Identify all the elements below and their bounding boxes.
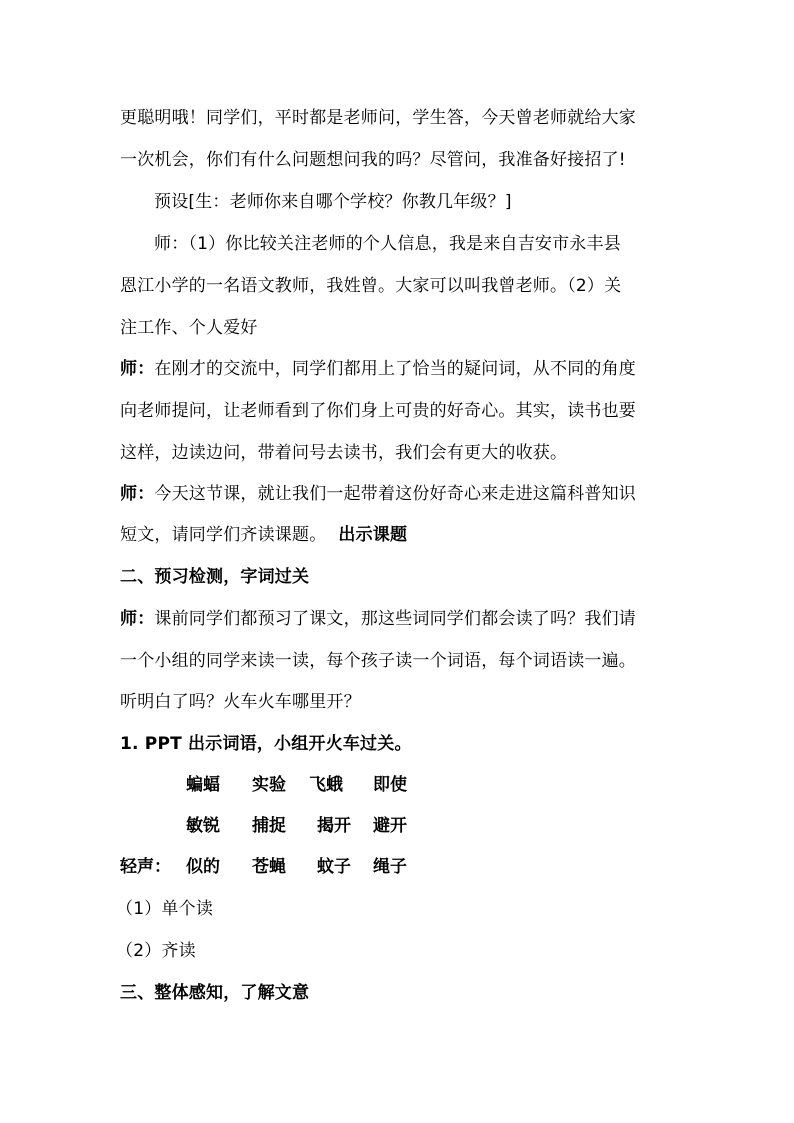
teacher-line [120,521,680,549]
show-title-label: 出示课题 [338,525,408,545]
text-run: （1）单个读 [116,899,214,919]
teacher-line [120,605,680,633]
vocab-word: 蚊子 [317,857,351,877]
teacher-line [120,272,680,300]
teacher-line [120,355,680,383]
text-run: 一次机会，你们有什么问题想问我的吗？尽管问，我准备好接招了! [120,150,626,170]
list-item-heading [120,730,680,758]
text-run: 师：（1）你比较关注老师的个人信息，我是来自吉安市永丰县 [154,234,621,254]
heading-text: 二、预习检测，字词过关 [120,567,310,587]
text-run: 更聪明哦！同学们，平时都是老师问，学生答，今天曾老师就给大家 [120,108,636,128]
vocab-word: 避开 [373,816,407,836]
teacher-line [120,688,680,716]
paragraph-line [120,146,680,174]
teacher-line [120,314,680,342]
step-line [116,895,676,923]
teacher-line [120,647,680,675]
text-run: 1. PPT 出示词语，小组开火车过关。 [120,734,412,754]
speaker-label: 师： [120,484,155,504]
section-heading [120,563,680,591]
teacher-line [120,439,680,467]
teacher-line [120,480,680,508]
text-run: 短文，请同学们齐读课题。 [120,525,327,545]
text-run: 恩江小学的一名语文教师，我姓曾。大家可以叫我曾老师。（2）关 [120,276,622,296]
speaker-label: 师： [120,359,155,379]
vocab-word: 飞蛾 [309,775,343,795]
text-run: 这样，边读边问，带着问号去读书，我们会有更大的收获。 [120,443,568,463]
teacher-line [120,397,680,425]
vocab-word: 似的 [186,857,220,877]
vocab-word: 绳子 [373,857,407,877]
vocab-word: 捕捉 [252,816,286,836]
text-run: 预设[生：老师你来自哪个学校？你教几年级？] [154,192,512,212]
vocab-word: 即使 [373,775,407,795]
text-run: 今天这节课，就让我们一起带着这份好奇心来走进这篇科普知识 [154,484,637,504]
section-heading [120,979,680,1007]
vocab-word: 蝙蝠 [186,775,220,795]
step-line [116,937,676,965]
text-run: （2）齐读 [116,941,196,961]
speaker-label: 师： [120,609,155,629]
text-run: 注工作、个人爱好 [120,318,258,338]
vocab-word: 苍蝇 [252,857,286,877]
vocab-word: 敏锐 [186,816,220,836]
text-run: 听明白了吗？火车火车哪里开？ [120,692,361,712]
text-run: 向老师提问，让老师看到了你们身上可贵的好奇心。其实，读书也要 [120,401,636,421]
neutral-tone-label: 轻声： [120,857,171,877]
text-run: 在刚才的交流中，同学们都用上了恰当的疑问词，从不同的角度 [154,359,637,379]
vocab-word: 揭开 [317,816,351,836]
heading-text: 三、整体感知，了解文意 [120,983,310,1003]
text-run: 一个小组的同学来读一读，每个孩子读一个词语，每个词语读一遍。 [120,651,636,671]
vocab-word: 实验 [252,775,286,795]
teacher-line [154,230,680,258]
preset-line [154,188,680,216]
paragraph-line [120,104,680,132]
text-run: 课前同学们都预习了课文，那这些词同学们都会读了吗？我们请 [154,609,637,629]
